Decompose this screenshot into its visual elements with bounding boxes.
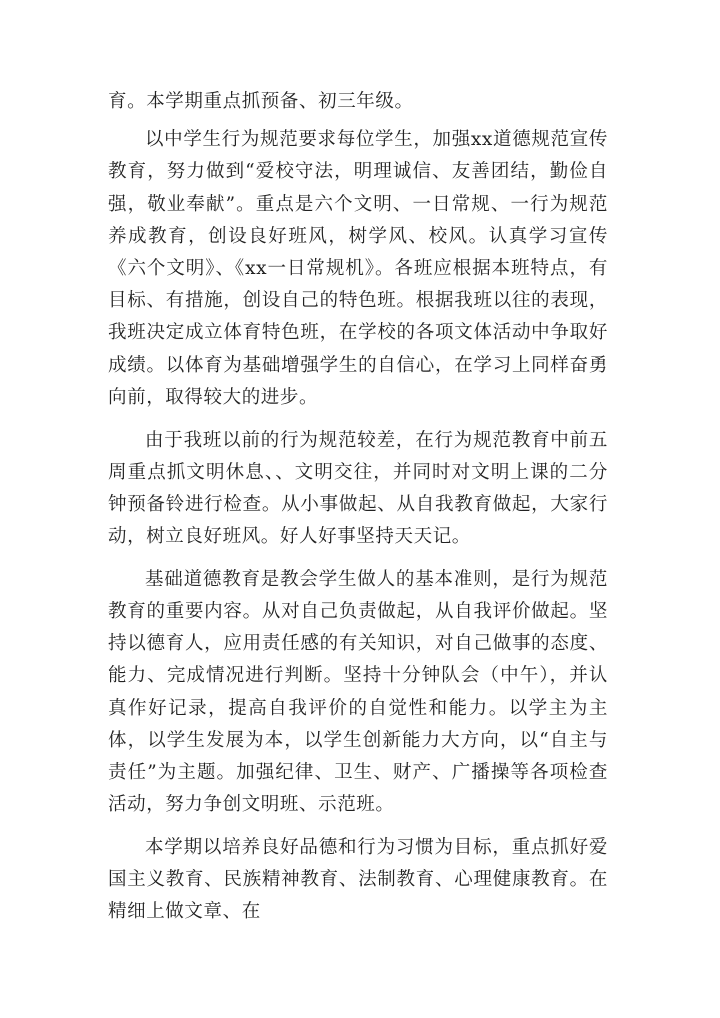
paragraph-behavior-norms: 以中学生行为规范要求每位学生，加强xx道德规范宣传教育，努力做到“爱校守法，明理诚信、友善团结，勤俭自强，敬业奉献”。重点是六个文明、一日常规、一行为规范养成教育，创设良好班风，树学风、校风。认真学习宣传《六个文明》、《xx一日常规机》。各班应根据本班特点，有目标、有措施，创设自己的特色班。根据我班以往的表现，我班决定成立体育特色班，在学校的各项文体活动中争取好成绩。以体育为基础增强学生的自信心，在学习上同样奋勇向前，取得较大的进步。 [108,129,608,408]
paragraph-continuation: 育。本学期重点抓预备、初三年级。 [108,91,414,112]
paragraph-civilized-conduct: 由于我班以前的行为规范较差，在行为规范教育中前五周重点抓文明休息、、文明交往，并同时对文明上课的二分钟预备铃进行检查。从小事做起、从自我教育做起，大家行动，树立良好班风。好人好事坚持天天记。 [108,429,608,548]
paragraph-moral-education: 基础道德教育是教会学生做人的基本准则，是行为规范教育的重要内容。从对自己负责做起，从自我评价做起。坚持以德育人，应用责任感的有关知识，对自己做事的态度、能力、完成情况进行判断。坚持十分钟队会（中午），并认真作好记录，提高自我评价的自觉性和能力。以学主为主体，以学生发展为本，以学生创新能力大方向，以“自主与责任”为主题。加强纪律、卫生、财产、广播操等各项检查活动，努力争创文明班、示范班。 [108,568,608,816]
document-body [108,86,608,939]
paragraph-semester-goals: 本学期以培养良好品德和行为习惯为目标，重点抓好爱国主义教育、民族精神教育、法制教育、心理健康教育。在精细上做文章、在 [108,836,608,923]
